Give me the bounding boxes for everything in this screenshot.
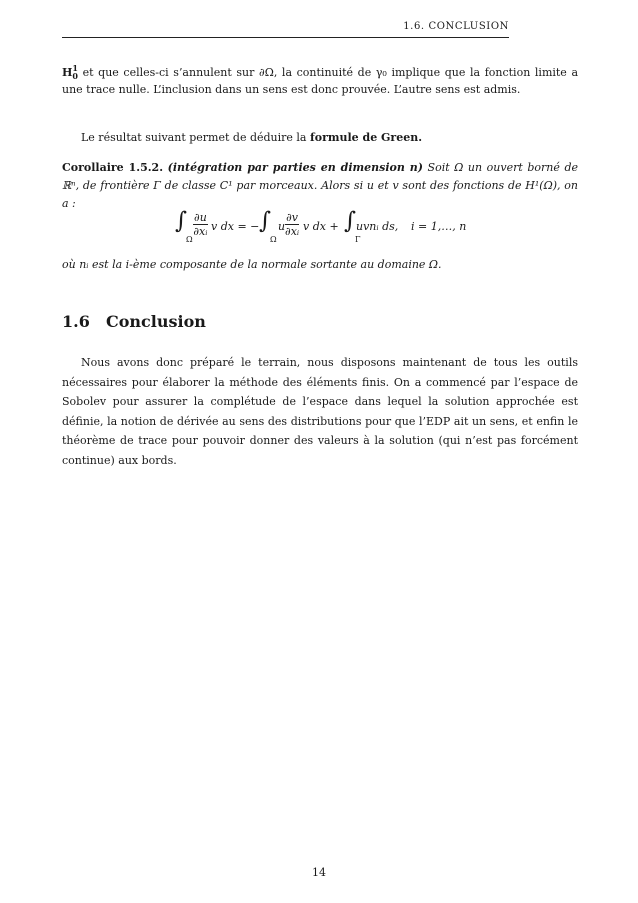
- fraction-1-denominator: ∂xᵢ: [193, 225, 208, 238]
- page-number: 14: [312, 866, 326, 879]
- integral-3: $\int_\Gamma$: [344, 208, 361, 244]
- fraction-dv-dxi: [285, 211, 299, 238]
- fraction-2-denominator: ∂xᵢ: [285, 225, 300, 238]
- fraction-1-numerator: ∂u: [194, 211, 207, 224]
- term-2-lead: u: [278, 220, 286, 233]
- term-3: uvnᵢ ds,: [356, 220, 399, 233]
- paragraph-text: et que celles-ci s’annulent sur ∂Ω, la continuité de γ₀ implique que la fonction limite a une trace nulle. L’inclusion dans un sens est donc prouvée. L’autre sens est admis.: [62, 66, 578, 96]
- corollary-body: Soit Ω un ouvert borné de ℝⁿ, de frontière Γ de classe C¹ par morceaux. Alors si u et v sont des fonctions de H¹(Ω), on a :: [62, 161, 579, 210]
- running-title: 1.6. CONCLUSION: [403, 21, 509, 32]
- space-symbol: [62, 63, 78, 81]
- corollary-title: (intégration par parties en dimension n): [167, 161, 423, 174]
- normal-component-note: où nᵢ est la i-ème composante de la normale sortante au domaine Ω.: [62, 258, 442, 271]
- section-title: Conclusion: [106, 312, 206, 331]
- integral-3-domain: Γ: [354, 235, 361, 244]
- conclusion-paragraph: Nous avons donc préparé le terrain, nous disposons maintenant de tous les outils nécessaires pour élaborer la méthode des éléments finis. On a commencé par l’espace de Sobolev pour assurer la complétude de l’espace dans lequel la solution approchée est définie, la notion de dérivée au sens des distributions pour que l’EDP ait un sens, et enfin le théorème de trace pour pouvoir donner des valeurs à la solution (qui n’est pas forcément continue) aux bords.: [62, 356, 578, 467]
- intro-text: Le résultat suivant permet de déduire la: [81, 131, 310, 144]
- integral-2: $\int_\Omega$: [259, 208, 277, 244]
- corollary-statement: [62, 159, 578, 213]
- index-range: i = 1,…, n: [411, 220, 467, 233]
- fraction-du-dxi: [193, 211, 208, 238]
- integral-2-domain: Ω: [269, 235, 277, 244]
- space-superscript: 1: [72, 63, 78, 73]
- corollary-label: Corollaire 1.5.2.: [62, 161, 164, 174]
- section-heading: [62, 312, 206, 331]
- running-header: [62, 21, 509, 38]
- green-equation: [0, 210, 638, 246]
- section-number: 1.6: [62, 312, 90, 331]
- green-formula-term: formule de Green.: [310, 131, 423, 144]
- fraction-2-numerator: ∂v: [286, 211, 298, 224]
- term-2-tail: v dx +: [303, 220, 339, 233]
- space-subscript: 0: [72, 71, 78, 81]
- space-letter: H: [62, 66, 73, 79]
- term-1-tail: v dx = −: [211, 220, 260, 233]
- integral-1-domain: Ω: [185, 235, 193, 244]
- paragraph-h10-trace: [62, 64, 578, 98]
- integral-1: $\int_\Omega$: [175, 208, 193, 244]
- paragraph-green-intro: [62, 129, 578, 146]
